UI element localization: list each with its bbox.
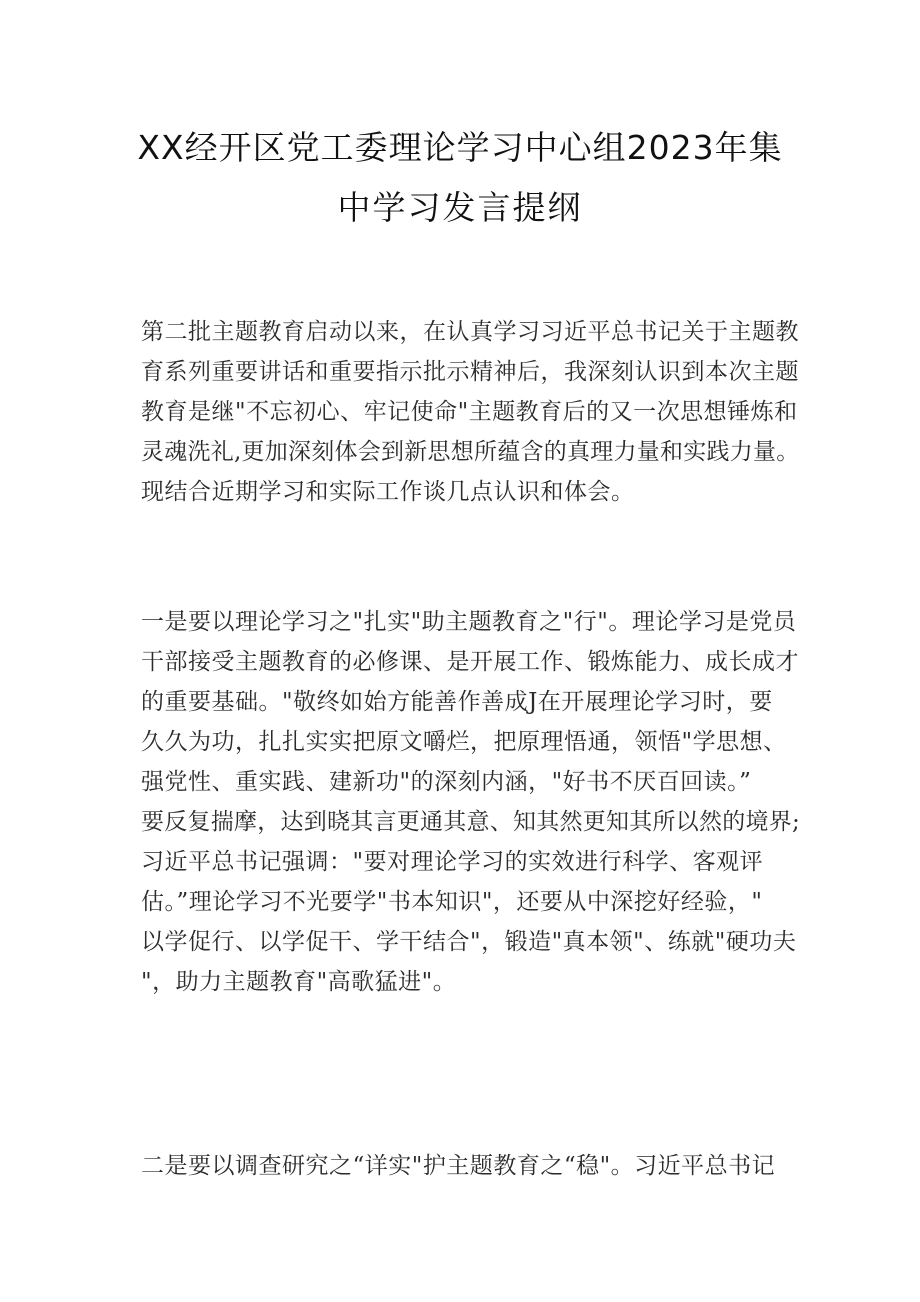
document-title [80, 118, 840, 238]
paragraph-intro [141, 312, 801, 512]
paragraph-line: 习近平总书记强调："要对理论学习的实效进行科学、客观评 [141, 849, 764, 875]
paragraph-line: 教育是继"不忘初心、牢记使命"主题教育后的又一次思想锤炼和 [141, 399, 798, 425]
paragraph-line: 干部接受主题教育的必修课、是开展工作、锻炼能力、成长成才 [141, 649, 799, 675]
paragraph-line: 的重要基础。"敬终如始方能善作善成J在开展理论学习时，要 [141, 689, 773, 715]
paragraph-line: 估。”理论学习不光要学"书本知识"，还要从中深挖好经验，" [141, 889, 763, 915]
paragraph-point-one [141, 602, 801, 1002]
paragraph-line: 久久为功，扎扎实实把原文嚼烂，把原理悟通，领悟"学思想、 [141, 729, 787, 755]
paragraph-line: 强党性、重实践、建新功"的深刻内涵，"好书不厌百回读。” [141, 769, 752, 795]
paragraph-line: 一是要以理论学习之"扎实"助主题教育之"行"。理论学习是党员 [141, 609, 797, 635]
paragraph-line: 现结合近期学习和实际工作谈几点认识和体会。 [141, 479, 635, 505]
paragraph-line: 灵魂洗礼,更加深刻体会到新思想所蕴含的真理力量和实践力量。 [141, 439, 800, 465]
paragraph-line: "，助力主题教育"高歌猛进"。 [141, 969, 457, 995]
paragraph-line: 育系列重要讲话和重要指示批示精神后，我深刻认识到本次主题 [141, 359, 799, 385]
paragraph-line: 第二批主题教育启动以来，在认真学习习近平总书记关于主题教 [141, 319, 799, 345]
paragraph-point-two [141, 1146, 801, 1186]
title-line-1: XX经开区党工委理论学习中心组2023年集 [137, 128, 783, 167]
paragraph-line: 二是要以调查研究之“详实"护主题教育之“稳"。习近平总书记 [141, 1153, 776, 1179]
paragraph-line: 要反复揣摩，达到晓其言更通其意、知其然更知其所以然的境界; [141, 809, 800, 835]
title-line-2: 中学习发言提纲 [337, 188, 583, 227]
paragraph-line: 以学促行、以学促干、学干结合"，锻造"真本领"、练就"硬功夫 [141, 929, 797, 955]
